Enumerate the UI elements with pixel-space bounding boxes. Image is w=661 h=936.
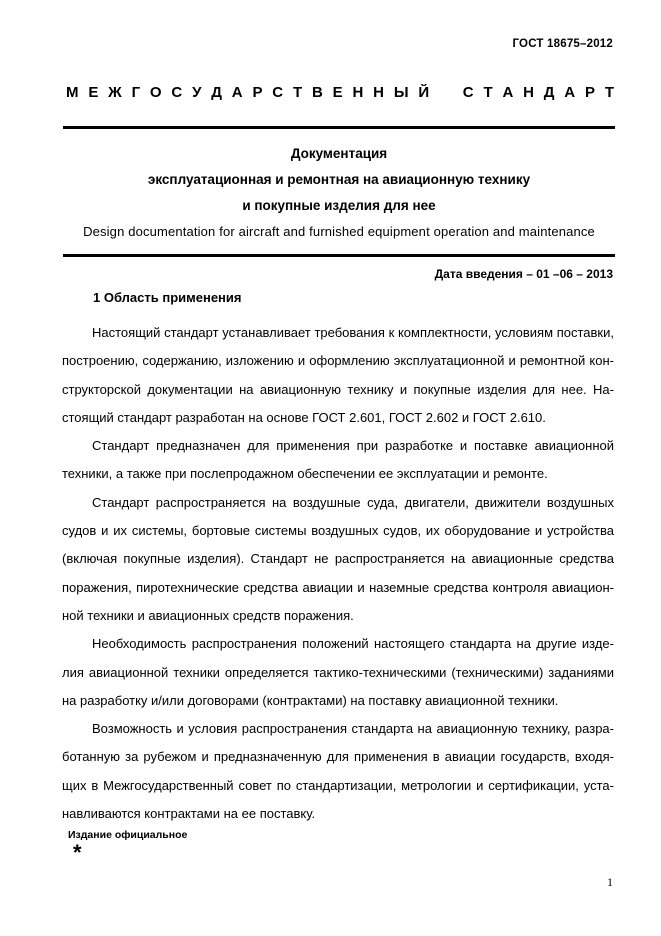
banner-letter: Д bbox=[211, 84, 222, 101]
banner-letter: Е bbox=[88, 84, 99, 101]
banner-letter: Р bbox=[252, 84, 263, 101]
paragraph-line: судов и их системы, бортовые системы воздушных судов, их оборудование и устройства bbox=[62, 523, 614, 539]
banner-letter: С bbox=[272, 84, 284, 101]
banner-letter: Т bbox=[292, 84, 303, 101]
gost-number: ГОСТ 18675–2012 bbox=[512, 38, 613, 50]
banner-letter: Н bbox=[352, 84, 364, 101]
title-line-2: эксплуатационная и ремонтная на авиационную технику bbox=[147, 172, 531, 187]
paragraph-line: Необходимость распространения положений настоящего стандарта на другие изде- bbox=[92, 636, 614, 652]
banner-letter: Й bbox=[418, 84, 430, 101]
banner-letter: У bbox=[192, 84, 202, 101]
paragraph-line: ботанную за рубежом и предназначенную для применения в авиации государств, входя- bbox=[62, 749, 614, 765]
paragraph-line: на разработку и/или договорами (контрактами) на поставку авиационной техники. bbox=[62, 692, 559, 708]
banner-letter: Р bbox=[584, 84, 595, 101]
banner-letter: Д bbox=[543, 84, 555, 101]
standard-banner bbox=[66, 84, 614, 101]
title-line-3: и покупные изделия для нее bbox=[242, 198, 436, 213]
banner-letter: О bbox=[149, 84, 162, 101]
banner-letter: М bbox=[66, 84, 79, 101]
section-content bbox=[62, 319, 614, 828]
banner-letter: Ж bbox=[108, 84, 122, 101]
paragraph-line: Возможность и условия распространения стандарта на авиационную технику, разра- bbox=[92, 721, 614, 737]
paragraph-line: Настоящий стандарт устанавливает требования к комплектности, условиям поставки, bbox=[92, 325, 614, 340]
banner-letter: В bbox=[311, 84, 323, 101]
paragraph-line: навливаются контрактами на ее поставку. bbox=[62, 806, 316, 822]
banner-letter: Н bbox=[373, 84, 384, 101]
banner-letter: Н bbox=[523, 84, 534, 101]
title-english: Design documentation for aircraft and furnished equipment operation and maintenance bbox=[83, 224, 595, 239]
paragraph-line: техники, а также при послепродажном обеспечении ее эксплуатации и ремонте. bbox=[62, 466, 548, 482]
paragraph bbox=[62, 715, 614, 828]
banner-letter: Е bbox=[332, 84, 343, 101]
title-line-1: Документация bbox=[290, 146, 388, 161]
top-rule bbox=[63, 126, 615, 129]
banner-letter: Т bbox=[483, 84, 493, 101]
title-block bbox=[60, 141, 618, 245]
paragraph-line: Стандарт распространяется на воздушные суда, двигатели, движители воздушных bbox=[92, 494, 614, 510]
page-number: 1 bbox=[607, 875, 613, 889]
paragraph-line: ной техники и авиационных средств поражения. bbox=[62, 607, 354, 623]
section-heading: 1 Область применения bbox=[93, 290, 242, 305]
banner-letter: Ы bbox=[393, 84, 409, 101]
paragraph-line: стоящий стандарт разработан на основе ГОСТ 2.601, ГОСТ 2.602 и ГОСТ 2.610. bbox=[62, 409, 546, 425]
paragraph-line: лия авиационной техники определяется тактико-техническими (техническими) заданиями bbox=[62, 664, 614, 680]
banner-letter: Г bbox=[131, 84, 141, 101]
banner-letter: А bbox=[231, 84, 243, 101]
banner-letter bbox=[439, 84, 453, 101]
banner-letter: А bbox=[564, 84, 576, 101]
banner-letter: Т bbox=[604, 84, 614, 101]
paragraph bbox=[62, 630, 614, 715]
paragraph bbox=[62, 432, 614, 489]
paragraph-line: структорской документации на авиационную технику и покупные изделия для нее. На- bbox=[62, 381, 614, 397]
paragraph-line: (включая покупные изделия). Стандарт не распространяется на авиационные средства bbox=[62, 551, 614, 567]
edition-note: Издание официальное bbox=[68, 829, 188, 841]
bottom-rule bbox=[63, 254, 615, 257]
paragraph-line: Стандарт предназначен для применения при разработке и поставке авиационной bbox=[92, 438, 614, 454]
banner-letter: С bbox=[462, 84, 474, 101]
paragraph bbox=[62, 319, 614, 432]
paragraph-line: построению, содержанию, изложению и оформлению эксплуатационной и ремонтной кон- bbox=[62, 353, 614, 369]
banner-letter: С bbox=[171, 84, 183, 101]
asterisk-mark: * bbox=[73, 840, 82, 865]
banner-letter: А bbox=[502, 84, 514, 101]
intro-date: Дата введения – 01 –06 – 2013 bbox=[434, 267, 613, 281]
paragraph-line: поражения, пиротехнические средства авиации и наземные средства контроля авиацион- bbox=[62, 579, 614, 595]
paragraph-line: щих в Межгосударственный совет по стандартизации, метрологии и сертификации, уста- bbox=[62, 777, 614, 793]
paragraph bbox=[62, 489, 614, 630]
